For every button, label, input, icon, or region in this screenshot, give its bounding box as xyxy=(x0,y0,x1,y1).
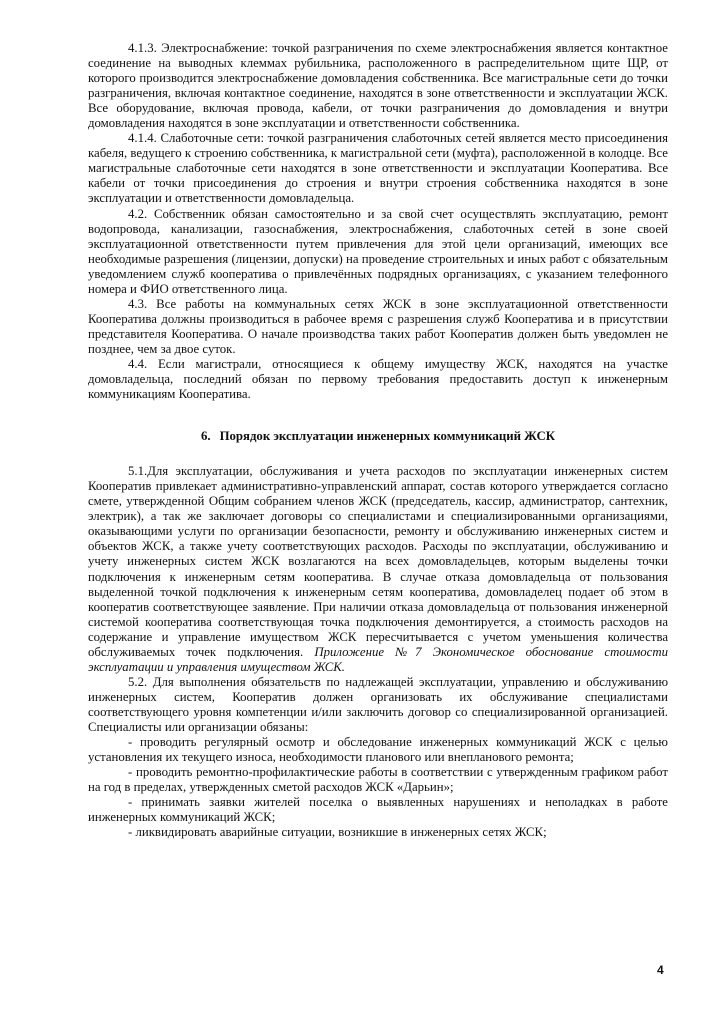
paragraph-5-1 xyxy=(88,464,668,675)
duty-item: - проводить регулярный осмотр и обследование инженерных коммуникаций ЖСК с целью установления их текущего износа, необходимости планового или внепланового ремонта; xyxy=(88,735,668,765)
section-heading xyxy=(88,429,668,444)
paragraph-4-1-4: 4.1.4. Слаботочные сети: точкой разграничения слаботочных сетей является место присоединения кабеля, ведущего к строению собственника, к магистральной сети (муфта), расположенной в колодце. Все магистральные слаботочные сети находятся в зоне ответственности и эксплуатации Кооператива. Все кабели от точки присоединения до строения и внутри строения собственника находятся в зоне эксплуатации и ответственности домовладельца. xyxy=(88,131,668,206)
section-number: 6. xyxy=(200,429,211,444)
document-page xyxy=(88,41,668,840)
duty-item: - принимать заявки жителей поселка о выявленных нарушениях и неполадках в работе инженерных коммуникаций ЖСК; xyxy=(88,795,668,825)
paragraph-4-3: 4.3. Все работы на коммунальных сетях ЖСК в зоне эксплуатационной ответственности Кооператива должны производиться в рабочее время с разрешения служб Кооператива и в присутствии представителя Кооператива. О начале производства таких работ Кооператив должен быть уведомлен не позднее, чем за двое суток. xyxy=(88,296,668,356)
section-title: Порядок эксплуатации инженерных коммуникаций ЖСК xyxy=(219,429,556,444)
duty-item: - проводить ремонтно-профилактические работы в соответствии с утвержденным графиком работ на год в пределах, утвержденных сметой расходов ЖСК «Дарьин»; xyxy=(88,765,668,795)
paragraph-4-1-3: 4.1.3. Электроснабжение: точкой разграничения по схеме электроснабжения является контактное соединение на выводных клеммах рубильника, расположенного в распределительном щите ЩР, от которого производится электроснабжение домовладения собственника. Все магистральные сети до точки разграничения, включая контактное соединение, находятся в зоне ответственности и эксплуатации ЖСК. Все оборудование, включая провода, кабели, от точки разграничения до домовладения и внутри домовладения находятся в зоне эксплуатации и ответственности собственника. xyxy=(88,41,668,131)
duty-item: - ликвидировать аварийные ситуации, возникшие в инженерных сетях ЖСК; xyxy=(128,825,547,840)
paragraph-5-2: 5.2. Для выполнения обязательств по надлежащей эксплуатации, управлению и обслуживанию инженерных систем, Кооператив должен организовать их обслуживание специалистами соответствующего уровня компетенции и/или заключить договор со специализированной организацией. Специалисты или организации обязаны: xyxy=(88,674,668,734)
appendix-reference: Приложение №7 Экономическое обоснование стоимости эксплуатации и управления имуществом ЖСК. xyxy=(88,644,668,674)
paragraph-5-1-text: 5.1.Для эксплуатации, обслуживания и учета расходов по эксплуатации инженерных систем Кооператив привлекает административно-управленский аппарат, состав которого утверждается согласно смете, утвержденной Общим собранием членов ЖСК (председатель, кассир, администратор, сантехник, электрик), а так же заключает договоры со специалистами и специализированными организациями, оказывающими услуги по организации безопасности, ремонту и обслуживанию инженерных систем и объектов ЖСК, а также учету соответствующих расходов. Расходы по эксплуатации, обслуживанию и учету инженерных систем ЖСК возлагаются на всех домовладельцев, которым выделены точки подключения к инженерным сетям кооператива. В случае отказа домовладельца от пользования выделенной точкой подключения к инженерным сетям кооператива, домовладелец подает об этом в кооператив соответствующее заявление. При наличии отказа домовладельца от пользования инженерной системой кооператива соответствующая точка подключения демонтируется, а стоимость расходов на содержание и управление имуществом ЖСК пересчитывается с учетом уменьшения количества обслуживаемых точек подключения. xyxy=(88,464,668,659)
paragraph-4-2: 4.2. Собственник обязан самостоятельно и за свой счет осуществлять эксплуатацию, ремонт водопровода, канализации, газоснабжения, электроснабжения, слаботочных сетей в зоне своей эксплуатационной ответственности путем привлечения для этой цели организаций, имеющих все необходимые разрешения (лицензии, допуски) на проведение строительных и иных работ с обязательным уведомлением служб кооператива о привлечённых подрядных организациях, с указанием телефонного номера и ФИО ответственного лица. xyxy=(88,206,668,296)
page-number: 4 xyxy=(657,963,664,977)
paragraph-4-4: 4.4. Если магистрали, относящиеся к общему имуществу ЖСК, находятся на участке домовладельца, последний обязан по первому требования предоставить доступ к инженерным коммуникациям Кооператива. xyxy=(88,356,668,402)
